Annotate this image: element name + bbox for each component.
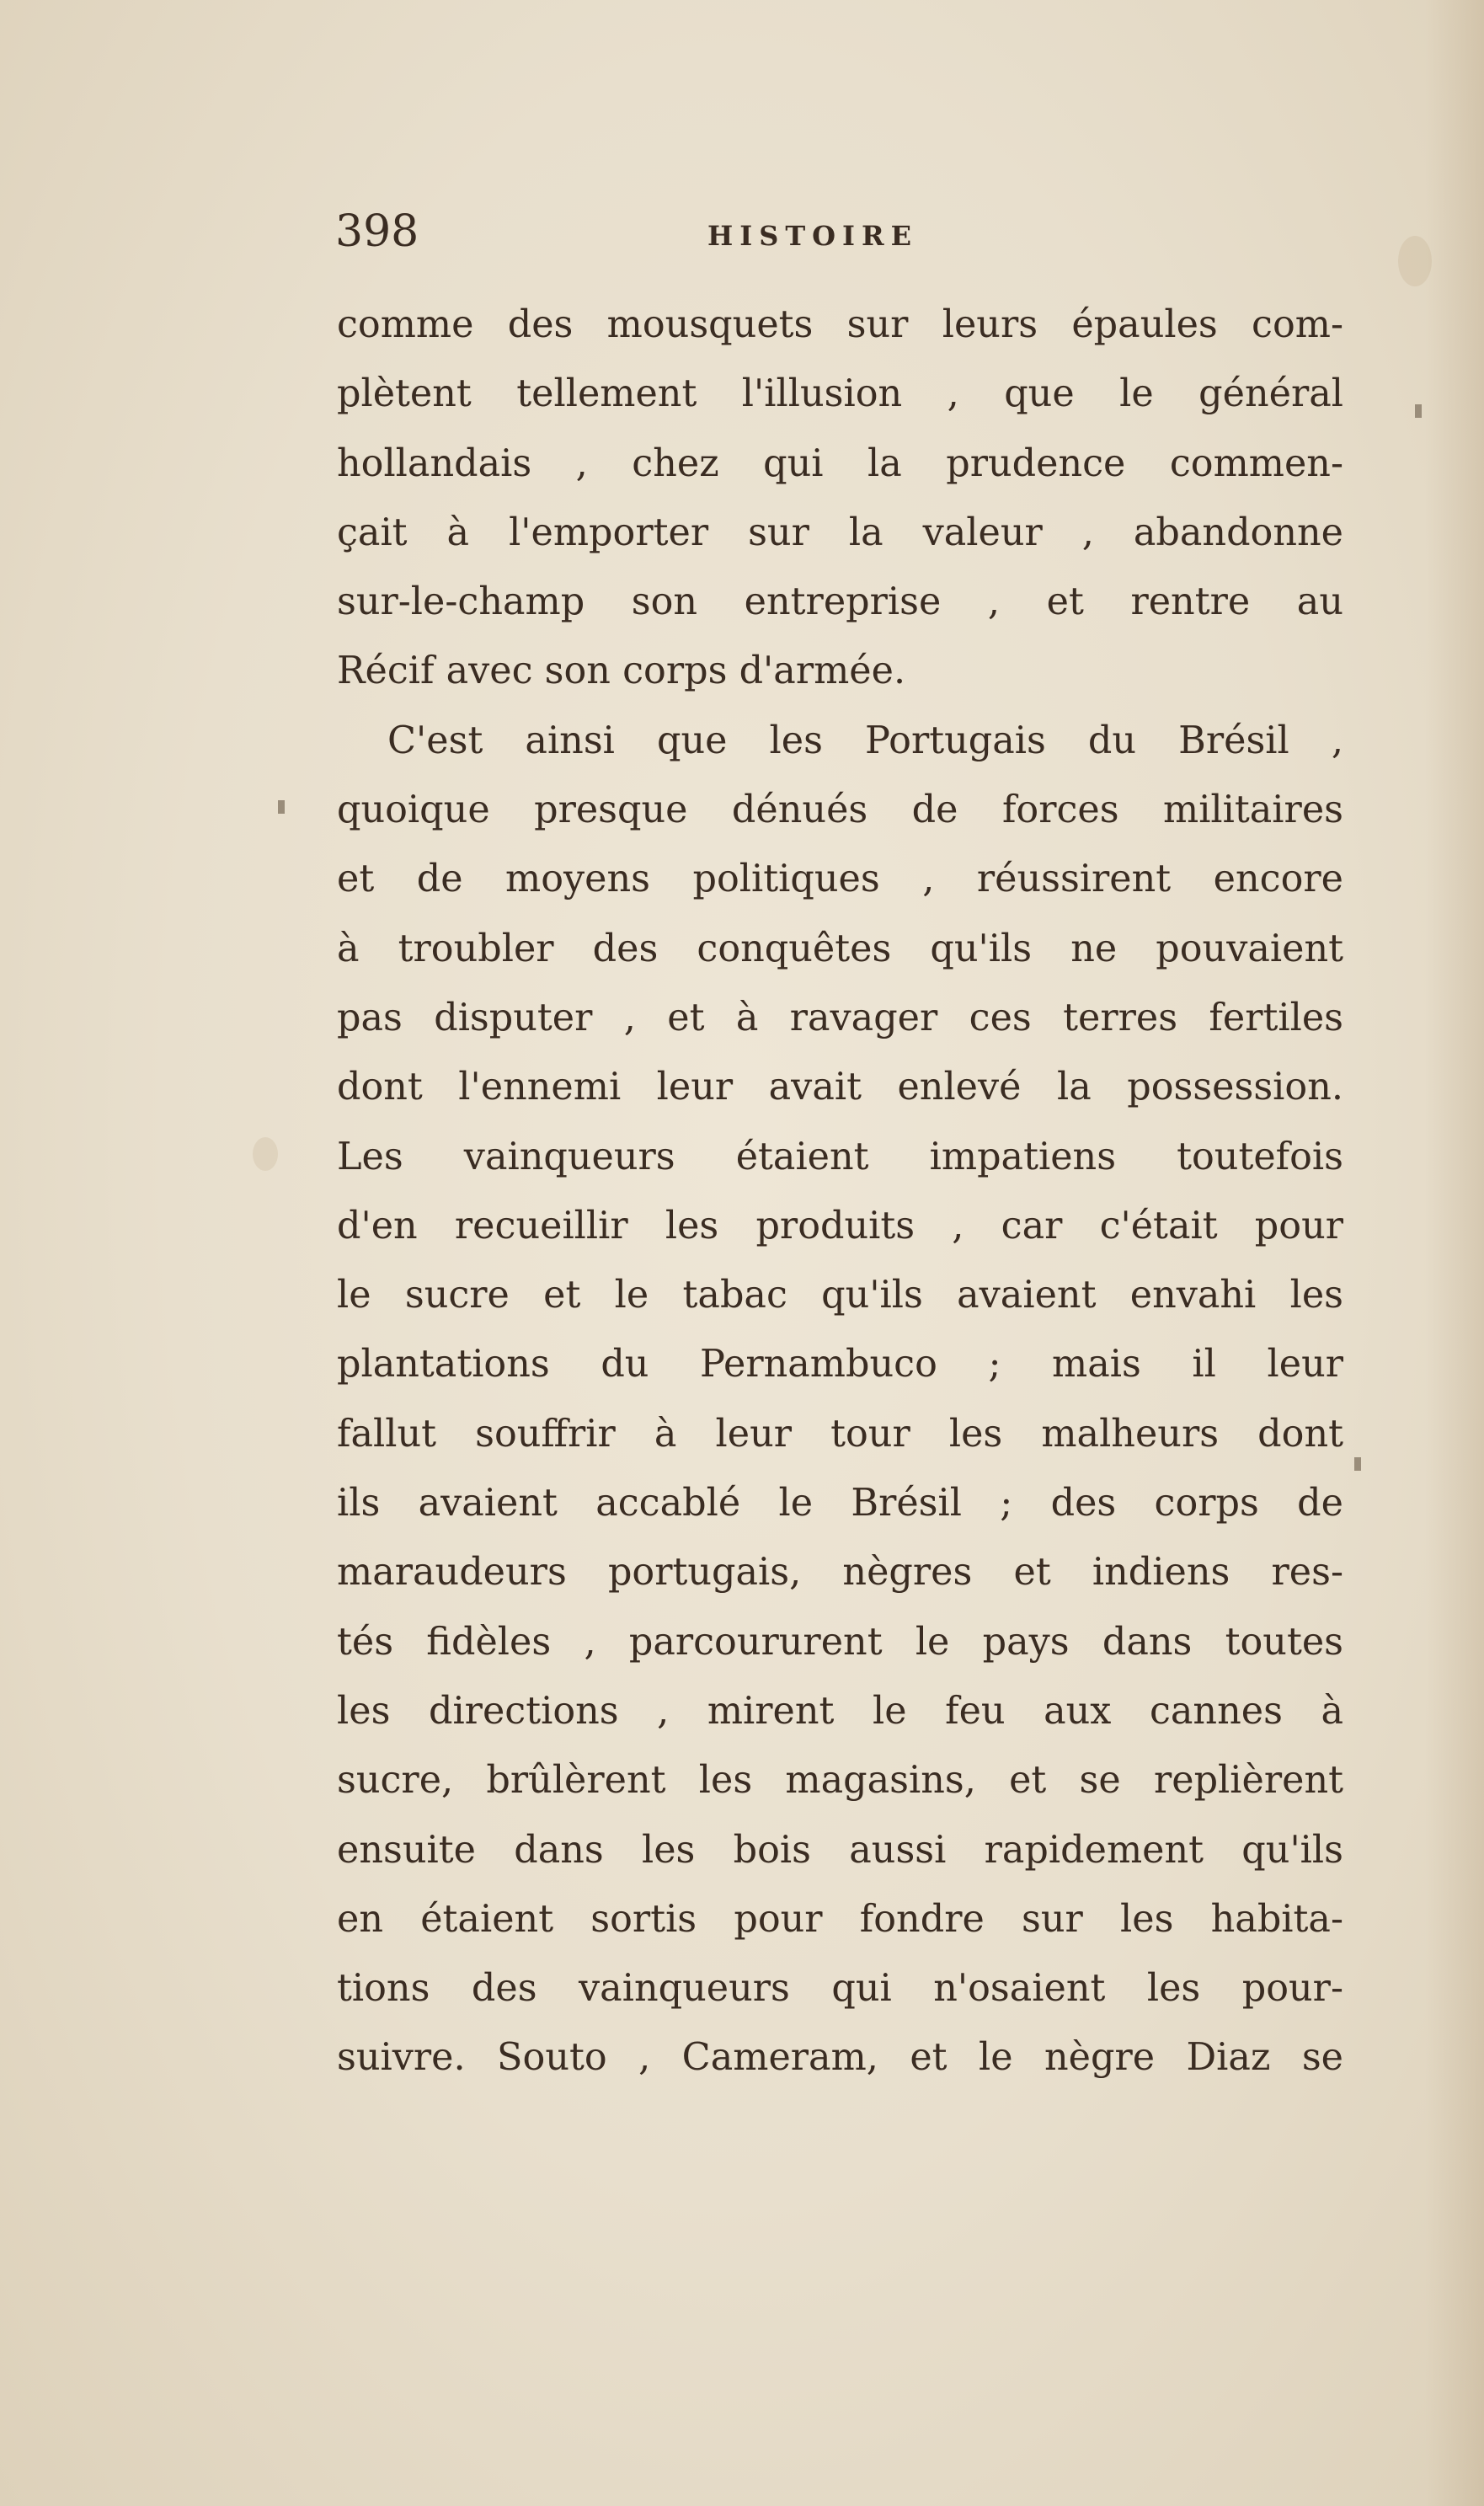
text-line: plantations du Pernambuco ; mais il leur <box>337 1343 1343 1387</box>
margin-mark <box>278 800 285 814</box>
page-number: 398 <box>335 206 419 257</box>
paragraph-start-line: C'est ainsi que les Portugais du Brésil , <box>387 719 1343 762</box>
text-line: çait à l'emporter sur la valeur , abandonne <box>337 510 1343 554</box>
text-line: pas disputer , et à ravager ces terres fertiles <box>337 996 1343 1039</box>
paper-stain <box>253 1137 278 1171</box>
text-line: sucre, brûlèrent les magasins, et se replièrent <box>337 1759 1343 1803</box>
text-line: les directions , mirent le feu aux cannes à <box>337 1689 1343 1733</box>
text-line: d'en recueillir les produits , car c'était pour <box>337 1204 1343 1248</box>
text-line: suivre. Souto , Cameram, et le nègre Diaz se <box>337 2036 1343 2080</box>
margin-mark <box>1354 1457 1361 1471</box>
text-line: tés fidèles , parcoururent le pays dans toutes <box>337 1620 1343 1664</box>
text-line: quoique presque dénués de forces militaires <box>337 788 1343 832</box>
text-line: hollandais , chez qui la prudence commen- <box>337 441 1343 485</box>
text-line: tions des vainqueurs qui n'osaient les pour- <box>337 1967 1343 2011</box>
text-line: ensuite dans les bois aussi rapidement qu'ils <box>337 1828 1343 1872</box>
text-line: à troubler des conquêtes qu'ils ne pouvaient <box>337 927 1343 970</box>
text-line: et de moyens politiques , réussirent encore <box>337 858 1343 901</box>
text-line: Récif avec son corps d'armée. <box>337 649 906 693</box>
text-line: plètent tellement l'illusion , que le général <box>337 372 1343 416</box>
body-text <box>337 291 1343 2093</box>
running-head: HISTOIRE <box>707 220 918 252</box>
text-line: Les vainqueurs étaient impatiens toutefois <box>337 1135 1343 1178</box>
text-line: sur-le-champ son entreprise , et rentre au <box>337 580 1343 624</box>
text-line: ils avaient accablé le Brésil ; des corps de <box>337 1482 1343 1526</box>
page-edge-shadow <box>1425 0 1484 2506</box>
text-line: maraudeurs portugais, nègres et indiens res- <box>337 1551 1343 1595</box>
text-line: le sucre et le tabac qu'ils avaient envahi les <box>337 1274 1343 1317</box>
text-line: fallut souffrir à leur tour les malheurs dont <box>337 1412 1343 1456</box>
text-line: comme des mousquets sur leurs épaules com- <box>337 303 1343 346</box>
page-header <box>335 206 1346 265</box>
paper-stain <box>1398 236 1432 286</box>
margin-mark <box>1415 404 1422 418</box>
text-line: dont l'ennemi leur avait enlevé la possession. <box>337 1066 1343 1109</box>
text-line: en étaient sortis pour fondre sur les habita- <box>337 1897 1343 1941</box>
